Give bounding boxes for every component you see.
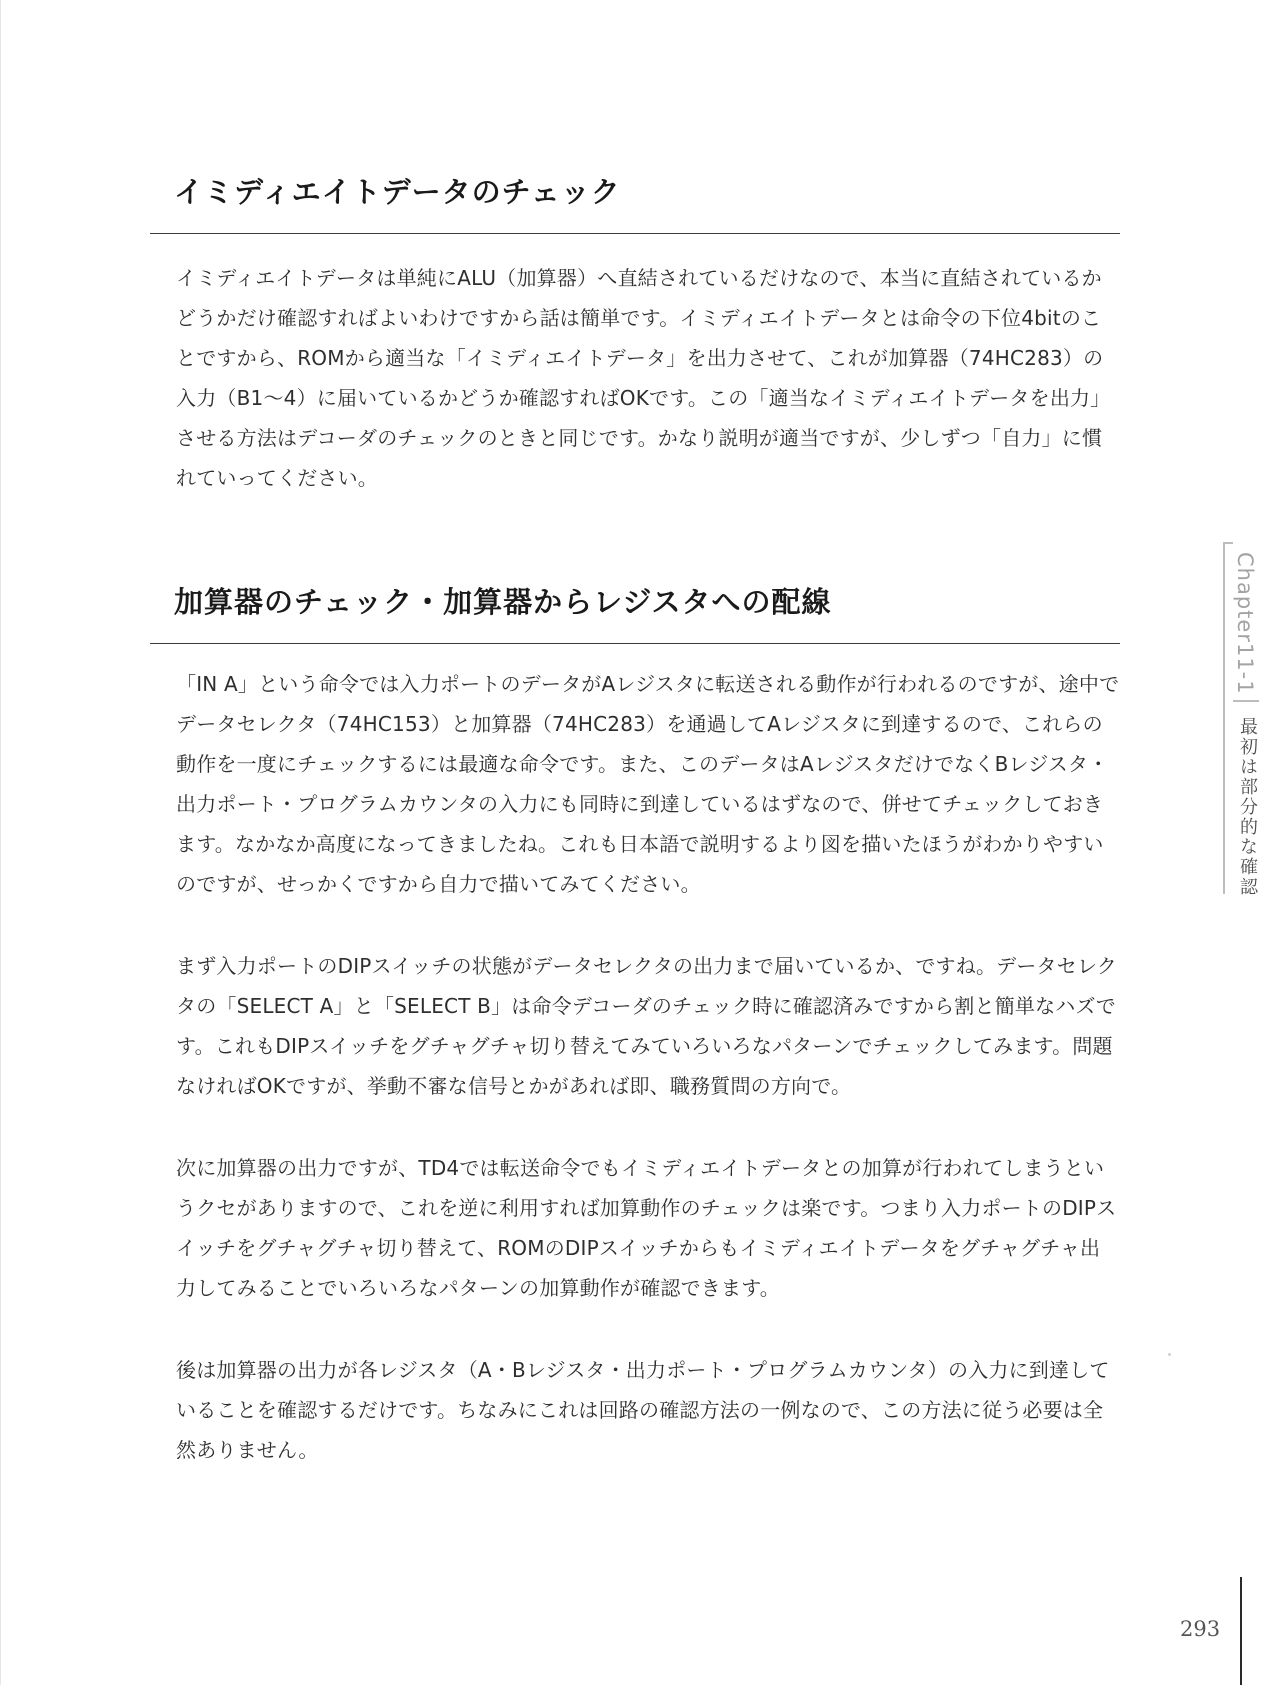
paragraph: 後は加算器の出力が各レジスタ（A・Bレジスタ・出力ポート・プログラムカウンタ）の入力に到達していることを確認するだけです。ちなみにこれは回路の確認方法の一例なので、この方法に従う必要は全然ありません。 <box>176 1358 1110 1462</box>
tab-rule-cap <box>1223 542 1233 544</box>
chapter-side-tab <box>1223 542 1259 912</box>
section-heading: イミディエイトデータのチェック <box>150 160 1120 234</box>
section-heading: 加算器のチェック・加算器からレジスタへの配線 <box>150 570 1120 644</box>
paragraph: まず入力ポートのDIPスイッチの状態がデータセレクタの出力まで届いているか、ですね。データセレクタの「SELECT A」と「SELECT B」は命令デコーダのチェック時に確認済みですから割と簡単なハズです。これもDIPスイッチをグチャグチャ切り替えてみていろいろなパターンでチェックしてみます。問題なければOKですが、挙動不審な信号とかがあれば即、職務質問の方向で。 <box>176 954 1117 1098</box>
page-edge <box>0 0 1 1685</box>
chapter-label: Chapter11-1 <box>1233 552 1257 695</box>
paragraph: 「IN A」という命令では入力ポートのデータがAレジスタに転送される動作が行われるのですが、途中でデータセレクタ（74HC153）と加算器（74HC283）を通過してAレジスタに到達するので、これらの動作を一度にチェックするには最適な命令です。また、このデータはAレジスタだけでなくBレジスタ・出力ポート・プログラムカウンタの入力にも同時に到達しているはずなので、併せてチェックしておきます。なかなか高度になってきましたね。これも日本語で説明するより図を描いたほうがわかりやすいのですが、せっかくですから自力で描いてみてください。 <box>176 672 1120 896</box>
scan-speck <box>1168 1353 1171 1356</box>
main-content <box>150 160 1120 1470</box>
chapter-section-title: 最初は部分的な確認 <box>1237 717 1258 897</box>
paragraph: 次に加算器の出力ですが、TD4では転送命令でもイミディエイトデータとの加算が行われてしまうというクセがありますので、これを逆に利用すれば加算動作のチェックは楽です。つまり入力ポートのDIPスイッチをグチャグチャ切り替えて、ROMのDIPスイッチからもイミディエイトデータをグチャグチャ出力してみることでいろいろなパターンの加算動作が確認できます。 <box>176 1156 1117 1300</box>
tab-rule <box>1223 542 1225 894</box>
paragraph: イミディエイトデータは単純にALU（加算器）へ直結されているだけなので、本当に直結されているかどうかだけ確認すればよいわけですから話は簡単です。イミディエイトデータとは命令の下位4bitのことですから、ROMから適当な「イミディエイトデータ」を出力させて、これが加算器（74HC283）の入力（B1～4）に届いているかどうか確認すればOKです。この「適当なイミディエイトデータを出力」させる方法はデコーダのチェックのときと同じです。かなり説明が適当ですが、少しずつ「自力」に慣れていってください。 <box>176 266 1111 490</box>
section-immediate-data-check <box>150 160 1120 498</box>
page-number-rule <box>1240 1577 1242 1685</box>
section-adder-check <box>150 570 1120 1470</box>
page-number: 293 <box>1180 1617 1221 1641</box>
tab-divider <box>1233 700 1259 702</box>
